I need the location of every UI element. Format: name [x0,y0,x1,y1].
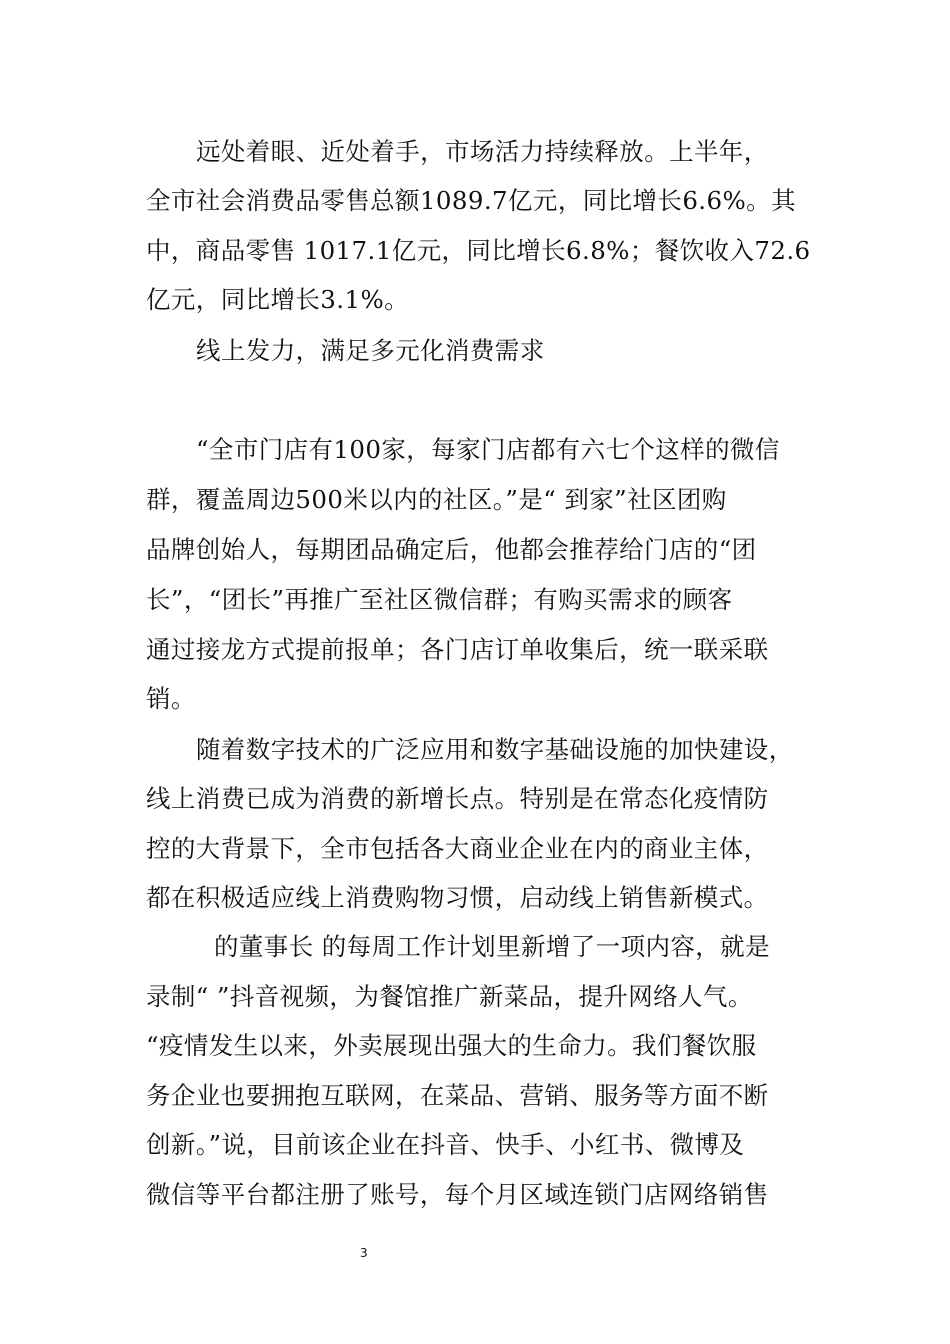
text-line-8: 品牌创始人，每期团品确定后，他都会推荐给门店的“团 [146,535,757,564]
text-line-19: 务企业也要拥抱互联网，在菜品、营销、服务等方面不断 [146,1081,769,1110]
text-line-15: 都在积极适应线上消费购物习惯，启动线上销售新模式。 [146,883,769,912]
text-line-10: 通过接龙方式提前报单；各门店订单收集后，统一联采联 [146,635,769,664]
text-line-20: 创新。”说，目前该企业在抖音、快手、小红书、微博及 [146,1130,745,1159]
text-line-9: 长”，“团长”再推广至社区微信群；有购买需求的顾客 [146,585,733,614]
text-line-2: 全市社会消费品零售总额1089.7亿元，同比增长6.6%。其 [146,186,796,215]
text-line-18: “疫情发生以来，外卖展现出强大的生命力。我们餐饮服 [146,1031,757,1060]
text-line-21: 微信等平台都注册了账号，每个月区域连锁门店网络销售 [146,1180,769,1209]
text-line-16: 的董事长 的每周工作计划里新增了一项内容，就是 [214,932,770,961]
section-heading: 线上发力，满足多元化消费需求 [196,336,545,365]
text-line-11: 销。 [146,684,196,713]
text-line-12: 随着数字技术的广泛应用和数字基础设施的加快建设， [196,735,794,764]
text-line-3: 中，商品零售 1017.1亿元，同比增长6.8%；餐饮收入72.6 [146,236,811,265]
text-line-17: 录制“ ”抖音视频，为餐馆推广新菜品，提升网络人气。 [146,982,753,1011]
text-line-4: 亿元，同比增长3.1%。 [146,285,410,314]
text-line-14: 控的大背景下，全市包括各大商业企业在内的商业主体， [146,834,769,863]
text-line-1: 远处着眼、近处着手，市场活力持续释放。上半年， [196,137,769,166]
page-number: 3 [360,1246,368,1260]
text-line-6: “全市门店有100家，每家门店都有六七个这样的微信 [196,435,780,464]
text-line-13: 线上消费已成为消费的新增长点。特别是在常态化疫情防 [146,784,769,813]
text-line-7: 群，覆盖周边500米以内的社区。”是“ 到家”社区团购 [146,485,727,514]
